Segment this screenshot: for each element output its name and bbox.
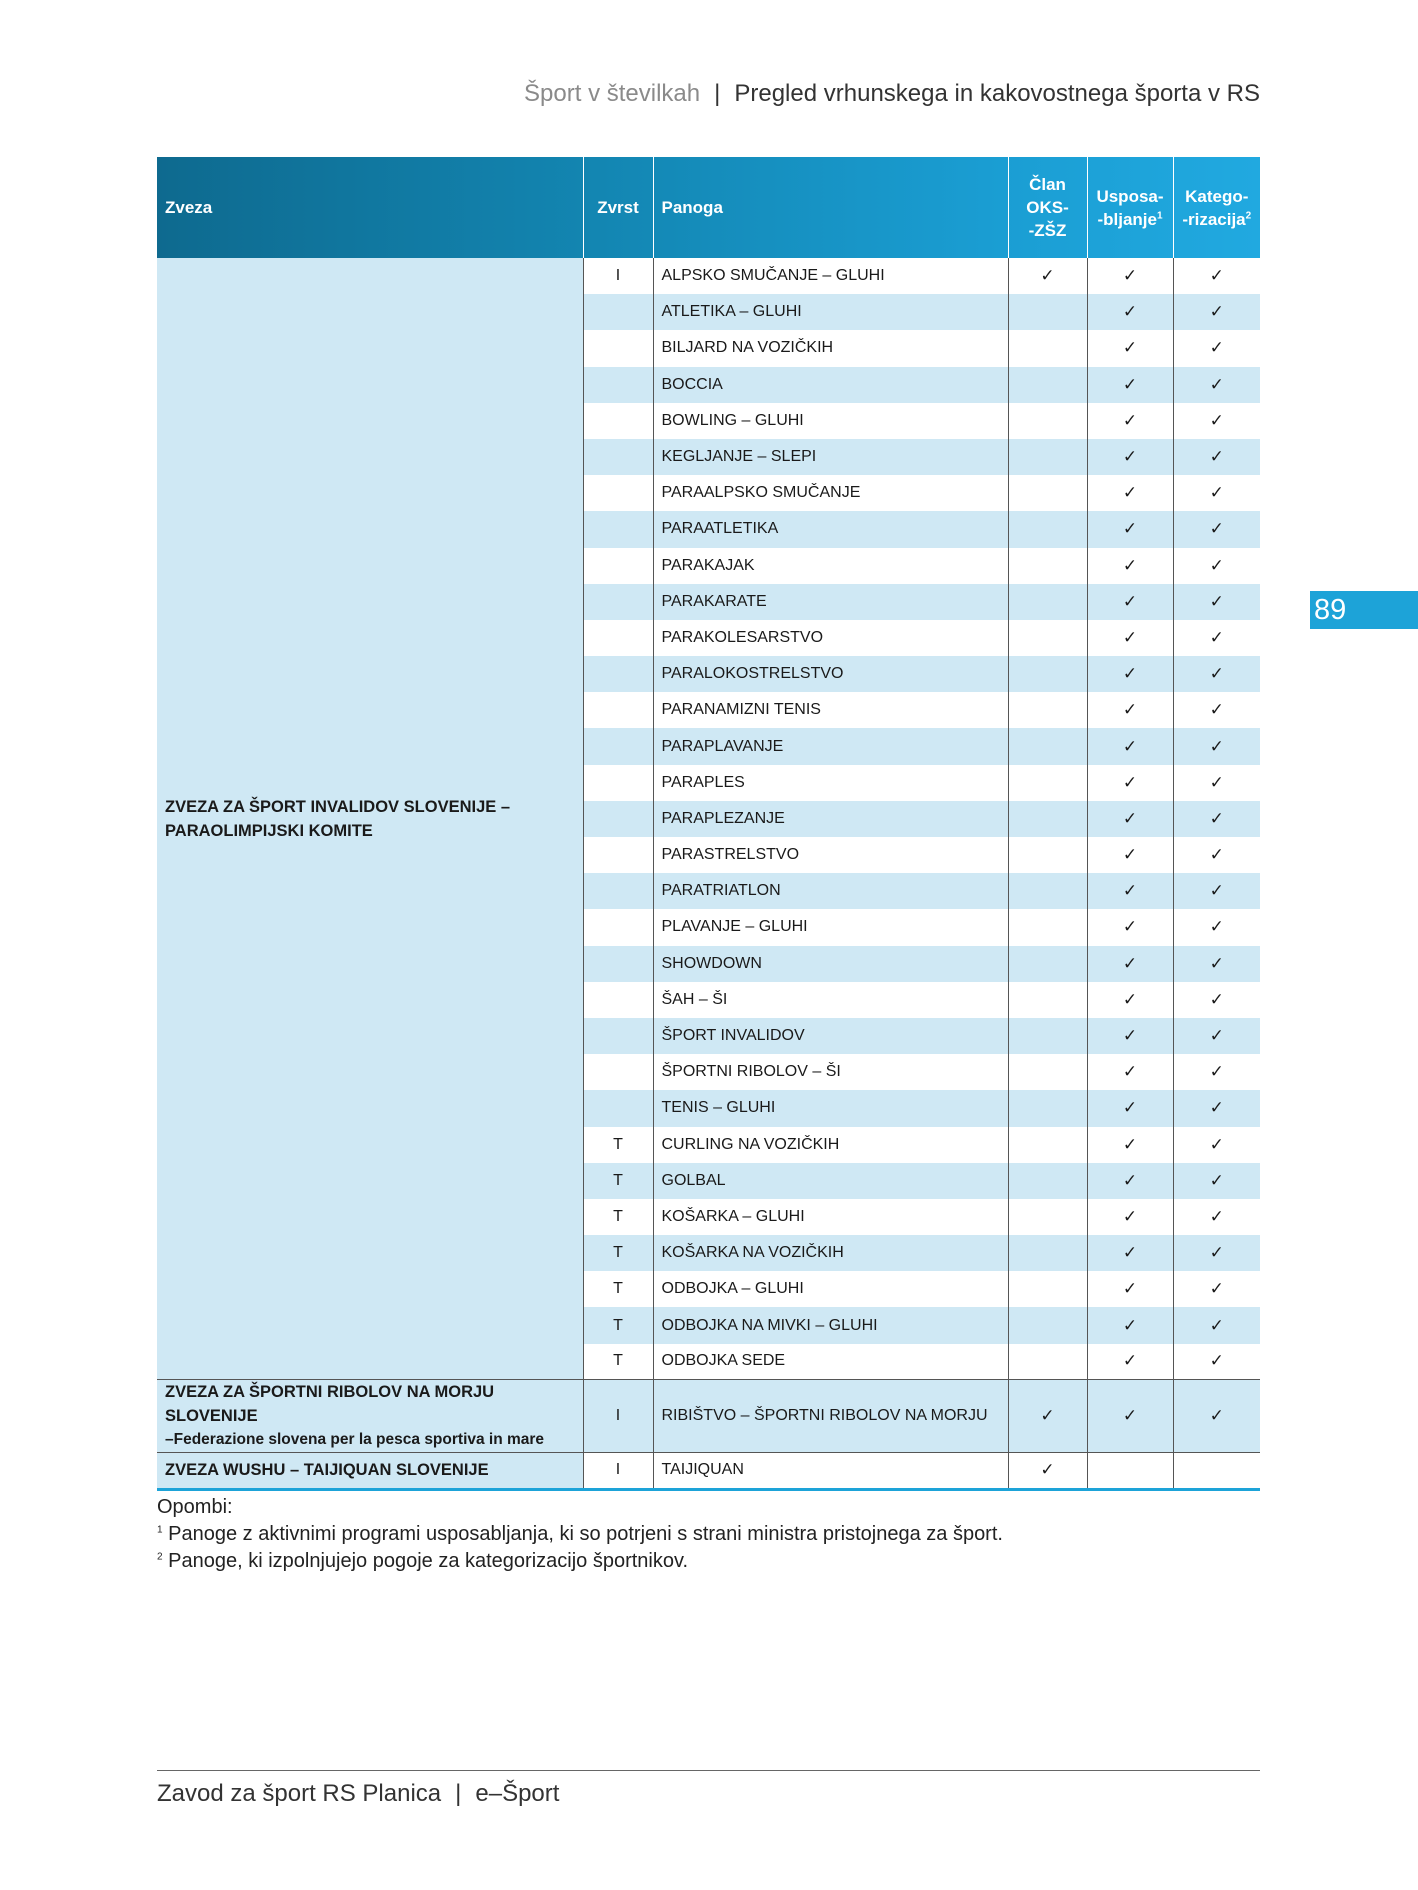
panoga-cell: PARAKARATE (653, 584, 1008, 620)
usposabljanje-check-cell: ✓ (1087, 1163, 1173, 1199)
zvrst-cell (583, 801, 653, 837)
footnote-1 (157, 1521, 1003, 1548)
kategorizacija-check-cell: ✓ (1209, 917, 1224, 937)
zvrst-cell (583, 873, 653, 909)
kategorizacija-check-cell: ✓ (1209, 989, 1224, 1009)
usposabljanje-check-cell: ✓ (1087, 1307, 1173, 1343)
panoga-cell: PARALOKOSTRELSTVO (653, 656, 1008, 692)
clan-check-cell: ✓ (1008, 1380, 1087, 1453)
clan-check-cell (1008, 982, 1087, 1018)
zvrst-cell: T (583, 1344, 653, 1380)
table-row (157, 258, 1260, 294)
usposabljanje-check-cell: ✓ (1087, 584, 1173, 620)
col-header-kat-footnote: 2 (1245, 209, 1252, 221)
footer-publisher: Zavod za šport RS Planica (157, 1780, 442, 1807)
zvrst-cell: I (583, 1380, 653, 1453)
zvrst-cell (583, 584, 653, 620)
clan-check-cell: ✓ (1008, 258, 1087, 294)
clan-check-cell (1008, 1271, 1087, 1307)
clan-check-cell (1008, 439, 1087, 475)
usposabljanje-check-cell: ✓ (1087, 873, 1173, 909)
zvrst-cell: T (583, 1127, 653, 1163)
kategorizacija-check-cell: ✓ (1209, 772, 1224, 792)
col-header-upos-footnote: 1 (1156, 209, 1163, 221)
zveza-name-line1: ZVEZA WUSHU – TAIJIQUAN SLOVENIJE (165, 1461, 489, 1480)
panoga-cell: BOWLING – GLUHI (653, 403, 1008, 439)
usposabljanje-check-cell: ✓ (1087, 909, 1173, 945)
table-row (157, 1380, 1260, 1453)
clan-check-cell (1008, 403, 1087, 439)
sports-table (157, 157, 1260, 1491)
usposabljanje-check-cell: ✓ (1087, 656, 1173, 692)
usposabljanje-check-cell: ✓ (1087, 475, 1173, 511)
zvrst-cell: T (583, 1235, 653, 1271)
zvrst-cell (583, 656, 653, 692)
footer-separator: | (455, 1780, 462, 1807)
kategorizacija-check-cell: ✓ (1173, 1235, 1260, 1271)
zvrst-cell: I (583, 1453, 653, 1489)
table-row (157, 1453, 1260, 1489)
col-header-upos-text: -bljanje (1097, 209, 1157, 229)
panoga-cell: PARAPLEZANJE (653, 801, 1008, 837)
col-header-kat-line1: Katego- (1185, 186, 1249, 206)
clan-check-cell (1008, 873, 1087, 909)
clan-check-cell (1008, 801, 1087, 837)
panoga-cell: BOCCIA (653, 367, 1008, 403)
panoga-cell: ODBOJKA SEDE (653, 1344, 1008, 1380)
zvrst-cell (583, 692, 653, 728)
table-body (157, 258, 1260, 1489)
footnotes-title: Opombi: (157, 1496, 233, 1518)
kategorizacija-check-cell: ✓ (1209, 338, 1224, 358)
header-publication: Šport v številkah (524, 80, 701, 107)
panoga-cell: PARATRIATLON (653, 873, 1008, 909)
kategorizacija-check-cell: ✓ (1173, 1380, 1260, 1453)
zvrst-cell (583, 439, 653, 475)
kategorizacija-check-cell: ✓ (1173, 1090, 1260, 1126)
zvrst-cell (583, 728, 653, 764)
kategorizacija-check-cell: ✓ (1173, 728, 1260, 764)
usposabljanje-check-cell: ✓ (1087, 692, 1173, 728)
zvrst-cell (583, 946, 653, 982)
clan-check-cell (1008, 728, 1087, 764)
usposabljanje-check-cell: ✓ (1087, 1380, 1173, 1453)
kategorizacija-check-cell: ✓ (1173, 439, 1260, 475)
panoga-cell: PARAPLES (653, 765, 1008, 801)
kategorizacija-check-cell: ✓ (1209, 1206, 1224, 1226)
panoga-cell: PARAKAJAK (653, 548, 1008, 584)
col-header-upos-line1: Usposa- (1096, 186, 1164, 206)
col-header-zvrst: Zvrst (583, 157, 653, 258)
clan-check-cell (1008, 692, 1087, 728)
zveza-name-line2: PARAOLIMPIJSKI KOMITE (165, 821, 373, 840)
zvrst-cell: T (583, 1271, 653, 1307)
table-header-row (157, 157, 1260, 258)
panoga-cell: BILJARD NA VOZIČKIH (653, 330, 1008, 366)
kategorizacija-check-cell: ✓ (1173, 1307, 1260, 1343)
footnote-1-mark: 1 (157, 1524, 163, 1536)
clan-check-cell (1008, 1163, 1087, 1199)
kategorizacija-check-cell: ✓ (1209, 1134, 1224, 1154)
header-section-title: Pregled vrhunskega in kakovostnega športa v RS (734, 80, 1260, 107)
usposabljanje-check-cell: ✓ (1087, 258, 1173, 294)
clan-check-cell (1008, 1054, 1087, 1090)
zvrst-cell (583, 1090, 653, 1126)
kategorizacija-check-cell (1173, 1453, 1260, 1489)
clan-check-cell (1008, 1199, 1087, 1235)
zvrst-cell: T (583, 1307, 653, 1343)
clan-check-cell (1008, 330, 1087, 366)
zvrst-cell (583, 909, 653, 945)
panoga-cell: KOŠARKA – GLUHI (653, 1199, 1008, 1235)
zveza-name-line1: ZVEZA ZA ŠPORTNI RIBOLOV NA MORJU SLOVENIJE (165, 1383, 495, 1426)
panoga-cell: KOŠARKA NA VOZIČKIH (653, 1235, 1008, 1271)
usposabljanje-check-cell: ✓ (1087, 620, 1173, 656)
panoga-cell: TAIJIQUAN (653, 1453, 1008, 1489)
clan-check-cell (1008, 1018, 1087, 1054)
usposabljanje-check-cell: ✓ (1087, 367, 1173, 403)
col-header-kategorizacija (1173, 157, 1260, 258)
panoga-cell: ATLETIKA – GLUHI (653, 294, 1008, 330)
clan-check-cell (1008, 294, 1087, 330)
kategorizacija-check-cell: ✓ (1173, 367, 1260, 403)
panoga-cell: PARAALPSKO SMUČANJE (653, 475, 1008, 511)
panoga-cell: ŠPORT INVALIDOV (653, 1018, 1008, 1054)
usposabljanje-check-cell: ✓ (1087, 982, 1173, 1018)
clan-check-cell (1008, 946, 1087, 982)
panoga-cell: ODBOJKA – GLUHI (653, 1271, 1008, 1307)
panoga-cell: ŠPORTNI RIBOLOV – ŠI (653, 1054, 1008, 1090)
zvrst-cell (583, 403, 653, 439)
zveza-name-line1: ZVEZA ZA ŠPORT INVALIDOV SLOVENIJE – (165, 797, 511, 816)
panoga-cell: PARANAMIZNI TENIS (653, 692, 1008, 728)
zveza-name (157, 1453, 583, 1489)
footnote-2 (157, 1548, 1003, 1575)
kategorizacija-check-cell: ✓ (1209, 1062, 1224, 1082)
usposabljanje-check-cell: ✓ (1087, 294, 1173, 330)
kategorizacija-check-cell: ✓ (1209, 1279, 1224, 1299)
kategorizacija-check-cell: ✓ (1209, 410, 1224, 430)
kategorizacija-check-cell: ✓ (1209, 627, 1224, 647)
zvrst-cell (583, 1018, 653, 1054)
usposabljanje-check-cell: ✓ (1087, 1090, 1173, 1126)
footnotes (157, 1494, 1003, 1575)
panoga-cell: CURLING NA VOZIČKIH (653, 1127, 1008, 1163)
panoga-cell: ALPSKO SMUČANJE – GLUHI (653, 258, 1008, 294)
clan-check-cell (1008, 367, 1087, 403)
usposabljanje-check-cell (1087, 1453, 1173, 1489)
usposabljanje-check-cell: ✓ (1087, 728, 1173, 764)
panoga-cell: ODBOJKA NA MIVKI – GLUHI (653, 1307, 1008, 1343)
panoga-cell: PLAVANJE – GLUHI (653, 909, 1008, 945)
clan-check-cell: ✓ (1008, 1453, 1087, 1489)
zvrst-cell (583, 367, 653, 403)
usposabljanje-check-cell: ✓ (1087, 548, 1173, 584)
usposabljanje-check-cell: ✓ (1087, 1127, 1173, 1163)
zvrst-cell (583, 475, 653, 511)
col-header-kat-text: -rizacija (1182, 209, 1246, 229)
kategorizacija-check-cell: ✓ (1209, 266, 1224, 286)
clan-check-cell (1008, 656, 1087, 692)
zvrst-cell (583, 837, 653, 873)
col-header-upos-line2 (1096, 208, 1165, 231)
kategorizacija-check-cell: ✓ (1173, 584, 1260, 620)
panoga-cell: RIBIŠTVO – ŠPORTNI RIBOLOV NA MORJU (653, 1380, 1008, 1453)
footnote-2-mark: 2 (157, 1551, 163, 1563)
panoga-cell: KEGLJANJE – SLEPI (653, 439, 1008, 475)
zveza-name (157, 258, 583, 1380)
zvrst-cell: T (583, 1163, 653, 1199)
col-header-kat-line2 (1182, 208, 1253, 231)
kategorizacija-check-cell: ✓ (1173, 656, 1260, 692)
kategorizacija-check-cell: ✓ (1209, 555, 1224, 575)
footer-divider (157, 1770, 1260, 1771)
kategorizacija-check-cell: ✓ (1173, 873, 1260, 909)
panoga-cell: SHOWDOWN (653, 946, 1008, 982)
page-number-tab: 89 (1310, 591, 1418, 629)
panoga-cell: PARAKOLESARSTVO (653, 620, 1008, 656)
zvrst-cell (583, 294, 653, 330)
footnote-2-text: Panoge, ki izpolnjujejo pogoje za kategorizacijo športnikov. (168, 1550, 689, 1572)
usposabljanje-check-cell: ✓ (1087, 946, 1173, 982)
clan-check-cell (1008, 475, 1087, 511)
kategorizacija-check-cell: ✓ (1173, 1163, 1260, 1199)
kategorizacija-check-cell: ✓ (1173, 801, 1260, 837)
zvrst-cell (583, 1054, 653, 1090)
zvrst-cell: T (583, 1199, 653, 1235)
col-header-zveza: Zveza (157, 157, 583, 258)
kategorizacija-check-cell: ✓ (1209, 1351, 1224, 1371)
clan-check-cell (1008, 511, 1087, 547)
page-footer (157, 1780, 559, 1808)
kategorizacija-check-cell: ✓ (1209, 845, 1224, 865)
clan-check-cell (1008, 1127, 1087, 1163)
zveza-name-line2: –Federazione slovena per la pesca sportiva in mare (165, 1431, 545, 1449)
panoga-cell: PARAPLAVANJE (653, 728, 1008, 764)
col-header-usposabljanje (1087, 157, 1173, 258)
clan-check-cell (1008, 1307, 1087, 1343)
zvrst-cell (583, 620, 653, 656)
usposabljanje-check-cell: ✓ (1087, 511, 1173, 547)
zvrst-cell (583, 330, 653, 366)
clan-check-cell (1008, 1090, 1087, 1126)
kategorizacija-check-cell: ✓ (1173, 294, 1260, 330)
panoga-cell: ŠAH – ŠI (653, 982, 1008, 1018)
clan-check-cell (1008, 1344, 1087, 1380)
kategorizacija-check-cell: ✓ (1173, 946, 1260, 982)
kategorizacija-check-cell: ✓ (1209, 483, 1224, 503)
zvrst-cell (583, 548, 653, 584)
col-header-clan-line2: OKS- (1026, 198, 1069, 217)
footnote-1-text: Panoge z aktivnimi programi usposabljanja, ki so potrjeni s strani ministra pristojnega za šport. (168, 1523, 1003, 1545)
header-separator: | (714, 80, 721, 107)
clan-check-cell (1008, 909, 1087, 945)
usposabljanje-check-cell: ✓ (1087, 801, 1173, 837)
kategorizacija-check-cell: ✓ (1173, 511, 1260, 547)
kategorizacija-check-cell: ✓ (1209, 700, 1224, 720)
running-header (524, 80, 1260, 108)
usposabljanje-check-cell: ✓ (1087, 330, 1173, 366)
panoga-cell: PARASTRELSTVO (653, 837, 1008, 873)
kategorizacija-check-cell: ✓ (1173, 1018, 1260, 1054)
panoga-cell: TENIS – GLUHI (653, 1090, 1008, 1126)
usposabljanje-check-cell: ✓ (1087, 439, 1173, 475)
clan-check-cell (1008, 584, 1087, 620)
usposabljanje-check-cell: ✓ (1087, 403, 1173, 439)
usposabljanje-check-cell: ✓ (1087, 837, 1173, 873)
usposabljanje-check-cell: ✓ (1087, 1018, 1173, 1054)
usposabljanje-check-cell: ✓ (1087, 765, 1173, 801)
zvrst-cell (583, 765, 653, 801)
zvrst-cell (583, 982, 653, 1018)
zvrst-cell: I (583, 258, 653, 294)
usposabljanje-check-cell: ✓ (1087, 1054, 1173, 1090)
zvrst-cell (583, 511, 653, 547)
footer-series: e–Šport (475, 1780, 560, 1807)
clan-check-cell (1008, 837, 1087, 873)
clan-check-cell (1008, 1235, 1087, 1271)
usposabljanje-check-cell: ✓ (1087, 1344, 1173, 1380)
usposabljanje-check-cell: ✓ (1087, 1235, 1173, 1271)
col-header-clan (1008, 157, 1087, 258)
panoga-cell: PARAATLETIKA (653, 511, 1008, 547)
clan-check-cell (1008, 620, 1087, 656)
panoga-cell: GOLBAL (653, 1163, 1008, 1199)
col-header-clan-line1: Član (1029, 175, 1066, 194)
clan-check-cell (1008, 548, 1087, 584)
usposabljanje-check-cell: ✓ (1087, 1199, 1173, 1235)
usposabljanje-check-cell: ✓ (1087, 1271, 1173, 1307)
col-header-panoga: Panoga (653, 157, 1008, 258)
clan-check-cell (1008, 765, 1087, 801)
col-header-clan-line3: -ZŠZ (1028, 221, 1067, 240)
zveza-name (157, 1380, 583, 1453)
